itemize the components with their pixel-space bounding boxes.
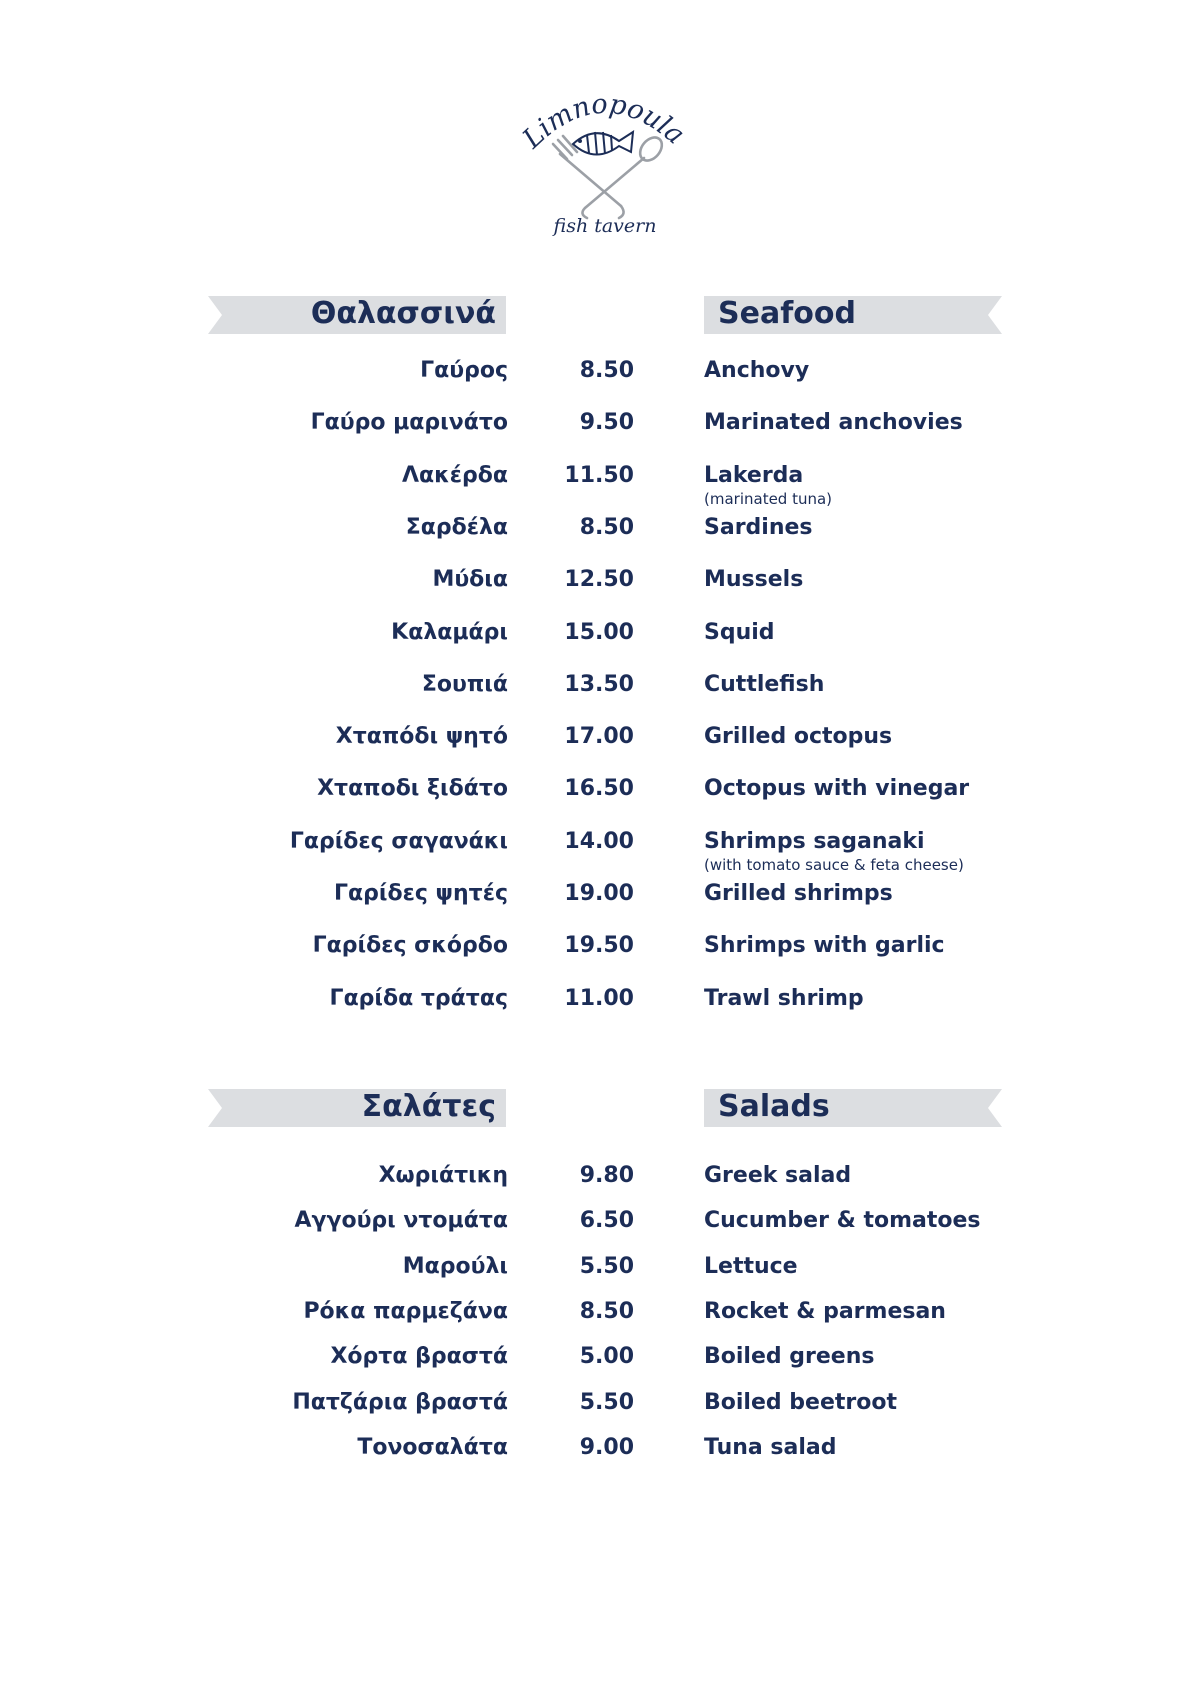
item-name-greek: Τονοσαλάτα [357, 1435, 508, 1460]
section-title-english: Seafood [718, 296, 856, 331]
menu-item-row [0, 410, 1200, 450]
item-name-english: Cuttlefish [704, 672, 825, 697]
item-price: 5.50 [579, 1254, 634, 1279]
menu-item-row [0, 1390, 1200, 1430]
item-price: 11.00 [564, 986, 634, 1011]
restaurant-logo [515, 86, 695, 236]
menu-item-row [0, 1254, 1200, 1294]
menu-item-row [0, 986, 1200, 1026]
item-price: 15.00 [564, 620, 634, 645]
item-price: 19.50 [564, 933, 634, 958]
item-name-english: Lakerda [704, 463, 804, 488]
item-name-english: Marinated anchovies [704, 410, 963, 435]
menu-item-row [0, 1163, 1200, 1203]
item-price: 9.50 [579, 410, 634, 435]
item-price: 11.50 [564, 463, 634, 488]
item-name-greek: Ρόκα παρμεζάνα [303, 1299, 508, 1324]
item-name-english: Sardines [704, 515, 813, 540]
item-name-english: Squid [704, 620, 775, 645]
item-name-english: Mussels [704, 567, 804, 592]
item-name-greek: Γαύρο μαρινάτο [310, 410, 508, 435]
menu-item-row [0, 724, 1200, 764]
item-name-english: Rocket & parmesan [704, 1299, 946, 1324]
menu-item-row [0, 672, 1200, 712]
item-name-greek: Αγγούρι ντομάτα [294, 1208, 508, 1233]
logo-emblem [515, 86, 695, 236]
menu-item-row [0, 1299, 1200, 1339]
item-name-greek: Πατζάρια βραστά [292, 1390, 508, 1415]
item-price: 13.50 [564, 672, 634, 697]
item-name-english: Greek salad [704, 1163, 852, 1188]
item-name-english: Tuna salad [704, 1435, 837, 1460]
logo-name: Limnopoula [516, 88, 691, 155]
menu-item-row [0, 515, 1200, 555]
item-name-greek: Χταποδι ξιδάτο [317, 776, 508, 801]
item-name-english: Trawl shrimp [704, 986, 864, 1011]
section-banner-greek [208, 1089, 506, 1127]
section-banner-greek [208, 296, 506, 334]
item-name-greek: Καλαμάρι [391, 620, 508, 645]
menu-item-row [0, 567, 1200, 607]
item-name-english: Shrimps with garlic [704, 933, 945, 958]
item-price: 8.50 [579, 1299, 634, 1324]
item-price: 14.00 [564, 829, 634, 854]
section-title-greek: Σαλάτες [361, 1089, 496, 1124]
menu-item-row [0, 1435, 1200, 1475]
item-name-greek: Γαρίδες σαγανάκι [289, 829, 508, 854]
item-name-greek: Χόρτα βραστά [330, 1344, 508, 1369]
item-name-greek: Χταπόδι ψητό [335, 724, 508, 749]
item-name-english: Boiled greens [704, 1344, 875, 1369]
item-price: 16.50 [564, 776, 634, 801]
item-note: (marinated tuna) [704, 490, 833, 508]
item-price: 5.00 [579, 1344, 634, 1369]
section-banner-english [704, 296, 1002, 334]
item-name-english: Shrimps saganaki [704, 829, 925, 854]
menu-item-row [0, 620, 1200, 660]
item-name-greek: Γαρίδα τράτας [329, 986, 508, 1011]
item-name-greek: Σαρδέλα [405, 515, 508, 540]
item-name-english: Grilled shrimps [704, 881, 893, 906]
menu-item-row [0, 829, 1200, 874]
menu-item-row [0, 1344, 1200, 1384]
item-name-greek: Χωριάτικη [378, 1163, 508, 1188]
menu-item-row [0, 933, 1200, 973]
item-name-english: Boiled beetroot [704, 1390, 897, 1415]
item-name-greek: Γαρίδες ψητές [334, 881, 508, 906]
menu-item-row [0, 881, 1200, 921]
item-note: (with tomato sauce & feta cheese) [704, 856, 964, 874]
item-price: 5.50 [579, 1390, 634, 1415]
item-price: 17.00 [564, 724, 634, 749]
menu-item-row [0, 358, 1200, 398]
menu-item-row [0, 1208, 1200, 1248]
item-price: 9.00 [579, 1435, 634, 1460]
item-name-greek: Λακέρδα [402, 463, 508, 488]
item-name-greek: Γαρίδες σκόρδο [312, 933, 508, 958]
item-name-greek: Μύδια [432, 567, 508, 592]
item-name-greek: Μαρούλι [402, 1254, 508, 1279]
menu-item-row [0, 776, 1200, 816]
item-name-english: Lettuce [704, 1254, 798, 1279]
item-price: 8.50 [579, 515, 634, 540]
section-banner-english [704, 1089, 1002, 1127]
item-price: 19.00 [564, 881, 634, 906]
item-name-english: Octopus with vinegar [704, 776, 970, 801]
item-name-greek: Σουπιά [421, 672, 508, 697]
item-price: 8.50 [579, 358, 634, 383]
logo-tagline: fish tavern [553, 215, 657, 236]
item-price: 6.50 [579, 1208, 634, 1233]
item-name-english: Anchovy [704, 358, 810, 383]
section-title-greek: Θαλασσινά [310, 296, 496, 331]
item-name-greek: Γαύρος [420, 358, 508, 383]
menu-item-row [0, 463, 1200, 508]
item-name-english: Cucumber & tomatoes [704, 1208, 981, 1233]
item-price: 9.80 [579, 1163, 634, 1188]
section-title-english: Salads [718, 1089, 830, 1124]
item-price: 12.50 [564, 567, 634, 592]
item-name-english: Grilled octopus [704, 724, 893, 749]
